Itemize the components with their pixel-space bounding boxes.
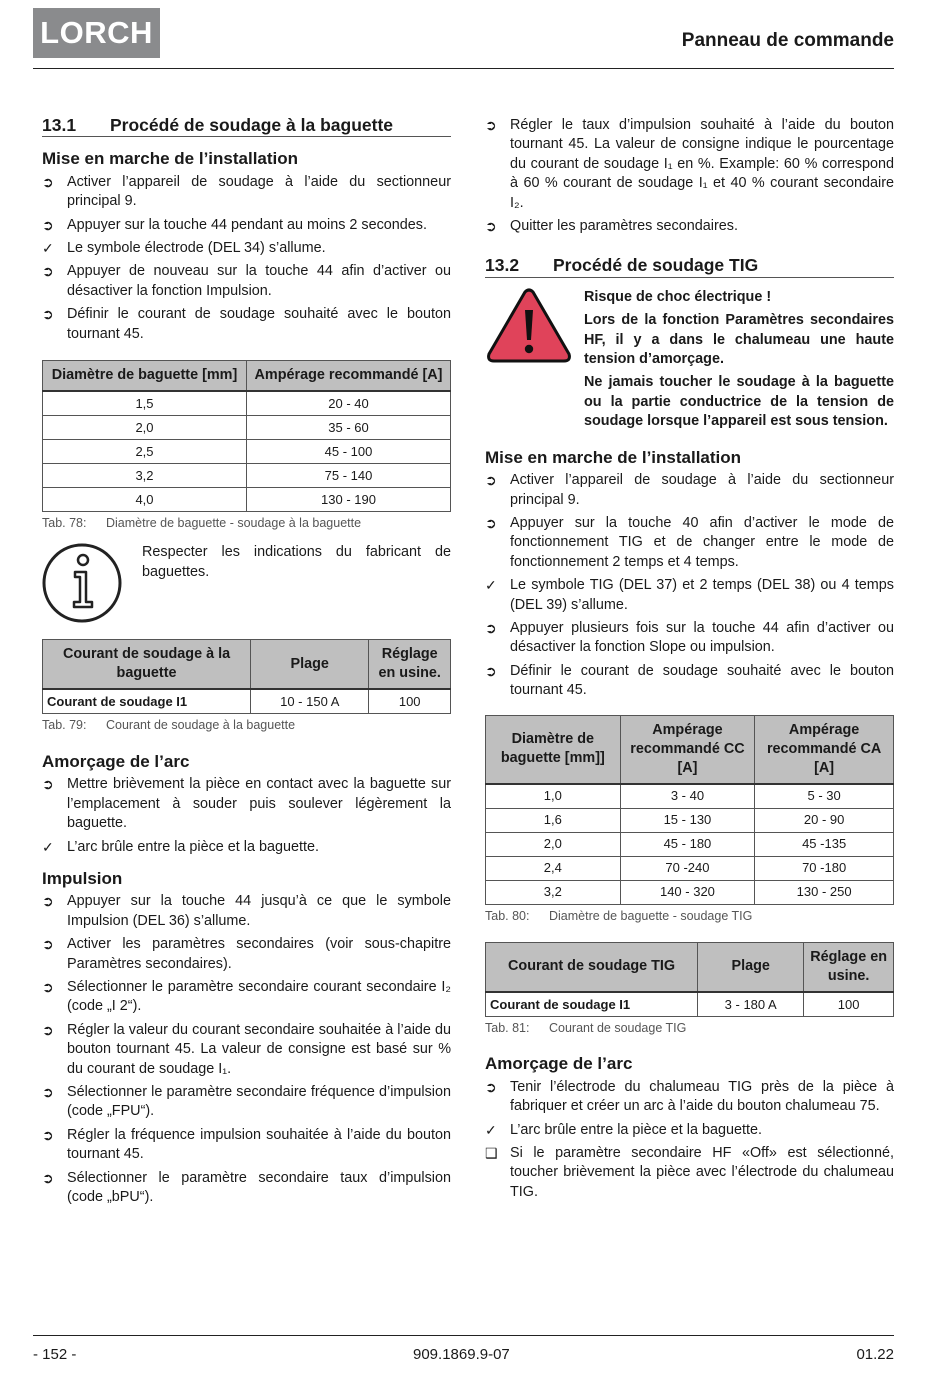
- table-78: [42, 360, 451, 512]
- arrow-icon: ➲: [485, 619, 497, 636]
- info-text: Respecter les indications du fabricant de baguettes.: [142, 544, 451, 580]
- list-item-text: Activer l’appareil de soudage à l’aide du sectionneur principal 9.: [510, 472, 894, 508]
- list-item-text: L’arc brûle entre la pièce et la baguette.: [510, 1121, 763, 1138]
- table-cell: 4,0: [43, 488, 247, 512]
- table-cell: 70 -240: [620, 856, 755, 880]
- left-column: [42, 116, 451, 1211]
- table-cell: 130 - 190: [247, 488, 451, 512]
- table-caption: Tab. 81: Courant de soudage TIG: [485, 1020, 687, 1035]
- list-item: [485, 662, 894, 701]
- list-item: [42, 775, 451, 833]
- list-item-text: Appuyer plusieurs fois sur la touche 44 afin d’activer ou désactiver la fonction Slope ou impulsion.: [510, 619, 894, 656]
- list-item: [42, 838, 451, 857]
- step-list: [42, 775, 451, 857]
- table-cell: 3 - 180 A: [698, 992, 804, 1017]
- table-cell: 20 - 40: [247, 391, 451, 416]
- table-cell: 45 -135: [755, 832, 894, 856]
- step-list: [42, 173, 451, 344]
- warning-text: Risque de choc électrique ! Lors de la fonction Paramètres secondaires HF, il y a dans le chalumeau une haute tension d’amorçage. Ne jamais toucher le soudage à la baguette ou la partie conductrice de la tension de soudage lorsque l’appareil est sous tension.: [584, 288, 894, 430]
- list-item-text: Sélectionner le paramètre secondaire courant secondaire I₂ (code „I 2“).: [67, 978, 451, 1015]
- table-header-cell: Ampérage recommandé [A]: [247, 361, 451, 392]
- page-title: Panneau de commande: [681, 30, 894, 51]
- page-number: - 152 -: [33, 1346, 77, 1363]
- table-cell: Courant de soudage I1: [43, 689, 251, 714]
- table-caption: Tab. 80: Diamètre de baguette - soudage TIG: [485, 908, 753, 923]
- table-cell: 1,5: [43, 391, 247, 416]
- arrow-icon: ➲: [42, 776, 54, 793]
- list-item-text: Régler la valeur du courant secondaire souhaitée à l’aide du bouton tournant 45. La valeur de consigne est basé sur % du courant de soudage I₁.: [67, 1021, 451, 1077]
- table-cell: 75 - 140: [247, 464, 451, 488]
- list-item: [42, 1169, 451, 1208]
- list-item: [42, 216, 451, 235]
- section-heading-13-2: 13.2 Procédé de soudage TIG: [485, 256, 894, 277]
- list-item: [42, 1126, 451, 1165]
- table-cell: 3,2: [43, 464, 247, 488]
- list-item-text: Sélectionner le paramètre secondaire fréquence d’impulsion (code „FPU“).: [67, 1083, 451, 1120]
- list-item-text: Quitter les paramètres secondaires.: [510, 218, 738, 235]
- table-row: [486, 992, 894, 1017]
- list-item: [42, 262, 451, 301]
- table-cell: 45 - 180: [620, 832, 755, 856]
- subheading-mise-en-marche: Mise en marche de l’installation: [42, 149, 299, 169]
- list-item: [485, 576, 894, 615]
- page-footer: [33, 1335, 894, 1363]
- arrow-icon: ➲: [42, 936, 54, 953]
- list-item: [485, 514, 894, 572]
- table-cell: 10 - 150 A: [251, 689, 369, 714]
- table-row: [486, 856, 894, 880]
- arrow-icon: ➲: [42, 1169, 54, 1186]
- table-header-cell: Réglage en usine.: [804, 942, 894, 992]
- arrow-icon: ➲: [42, 216, 54, 233]
- list-item: [485, 471, 894, 510]
- table-header-cell: Ampérage recommandé CA [A]: [755, 715, 894, 784]
- checkbox-icon: ❑: [485, 1145, 498, 1161]
- table-header-cell: Ampérage recommandé CC [A]: [620, 715, 755, 784]
- table-cell: Courant de soudage I1: [486, 992, 698, 1017]
- table-row: [43, 391, 451, 416]
- arrow-icon: ➲: [42, 1021, 54, 1038]
- document-date: 01.22: [856, 1346, 894, 1363]
- list-item-text: Activer l’appareil de soudage à l’aide du sectionneur principal 9.: [67, 173, 451, 210]
- list-item-text: Régler le taux d’impulsion souhaité à l’aide du bouton tournant 45. La valeur de consigne indique le pourcentage du courant de soudage I₁ en %. Example: 60 % correspond à 60 % courant de soudage I₁ et 40 % courant secondaire I₂.: [510, 117, 894, 211]
- list-item: [42, 892, 451, 931]
- step-list: [42, 892, 451, 1207]
- list-item: [42, 978, 451, 1017]
- subheading-mise-en-marche: Mise en marche de l’installation: [485, 447, 742, 467]
- table-cell: 1,6: [486, 808, 621, 832]
- list-item-text: Sélectionner le paramètre secondaire taux d’impulsion (code „bPU“).: [67, 1169, 451, 1205]
- arrow-icon: ➲: [42, 893, 54, 910]
- list-item-text: Mettre brièvement la pièce en contact avec la baguette sur l’emplacement à souder puis soulever légèrement la baguette.: [67, 776, 451, 832]
- checkmark-icon: ✓: [42, 838, 54, 855]
- brand-logo: LORCH: [33, 8, 160, 58]
- arrow-icon: ➲: [42, 978, 54, 995]
- arrow-icon: ➲: [42, 1126, 54, 1143]
- step-list: [485, 1078, 894, 1202]
- list-item-text: Définir le courant de soudage souhaité avec le bouton tournant 45.: [510, 662, 894, 699]
- list-item-text: Appuyer de nouveau sur la touche 44 afin d’activer ou désactiver la fonction Impulsion.: [67, 263, 451, 299]
- table-header-cell: Courant de soudage TIG: [486, 942, 698, 992]
- table-80: [485, 715, 894, 905]
- table-row: [486, 832, 894, 856]
- arrow-icon: ➲: [485, 472, 497, 489]
- list-item-text: Régler la fréquence impulsion souhaitée à l’aide du bouton tournant 45.: [67, 1126, 451, 1163]
- table-cell: 70 -180: [755, 856, 894, 880]
- table-cell: 3 - 40: [620, 784, 755, 809]
- list-item-text: Définir le courant de soudage souhaité avec le bouton tournant 45.: [67, 306, 451, 342]
- subheading-impulsion: Impulsion: [42, 868, 123, 888]
- warning-block: [485, 288, 894, 436]
- table-caption: Tab. 79: Courant de soudage à la baguette: [42, 718, 296, 733]
- list-item: [485, 1144, 894, 1202]
- arrow-icon: ➲: [485, 218, 497, 235]
- list-item: [42, 173, 451, 212]
- list-item: [42, 1083, 451, 1122]
- table-81: [485, 942, 894, 1017]
- list-item: [42, 935, 451, 974]
- table-cell: 2,5: [43, 440, 247, 464]
- table-cell: 2,0: [43, 416, 247, 440]
- list-item: [42, 305, 451, 344]
- document-number: 909.1869.9-07: [413, 1346, 510, 1363]
- table-cell: 3,2: [486, 880, 621, 904]
- table-row: [43, 488, 451, 512]
- step-list: [485, 471, 894, 700]
- table-header-cell: Plage: [698, 942, 804, 992]
- list-item-text: Tenir l’électrode du chalumeau TIG près de la pièce à fabriquer et créer un arc à l’aide du bouton chalumeau 75.: [510, 1078, 894, 1115]
- table-row: [486, 880, 894, 904]
- arrow-icon: ➲: [485, 514, 497, 531]
- warning-triangle-icon: [485, 288, 584, 366]
- list-item-text: Activer les paramètres secondaires (voir sous-chapitre Paramètres secondaires).: [67, 936, 451, 972]
- table-cell: 2,0: [486, 832, 621, 856]
- table-header-cell: Courant de soudage à la baguette: [43, 640, 251, 690]
- info-note: [42, 543, 451, 623]
- list-item-text: Si le paramètre secondaire HF «Off» est sélectionné, toucher brièvement la pièce avec l’électrode du chalumeau TIG.: [510, 1145, 894, 1200]
- table-row: [43, 416, 451, 440]
- list-item: [485, 1121, 894, 1140]
- page-header: [33, 8, 894, 69]
- table-header-cell: Réglage en usine.: [369, 640, 451, 690]
- list-item-text: Le symbole TIG (DEL 37) et 2 temps (DEL 38) ou 4 temps (DEL 39) s’allume.: [510, 577, 894, 613]
- table-row: [43, 440, 451, 464]
- checkmark-icon: ✓: [485, 577, 497, 594]
- table-79: [42, 639, 451, 714]
- list-item-text: Appuyer sur la touche 40 afin d’activer le mode de fonctionnement TIG et de changer entre le mode de fonctionnement 2 temps et 4 temps.: [510, 514, 894, 570]
- table-caption: Tab. 78: Diamètre de baguette - soudage à la baguette: [42, 516, 362, 531]
- list-item: [485, 116, 894, 213]
- table-header-cell: Plage: [251, 640, 369, 690]
- table-header-cell: Diamètre de baguette [mm]]: [486, 715, 621, 784]
- table-cell: 2,4: [486, 856, 621, 880]
- section-heading-13-1: 13.1 Procédé de soudage à la baguette: [42, 116, 451, 137]
- table-cell: 35 - 60: [247, 416, 451, 440]
- arrow-icon: ➲: [42, 306, 54, 323]
- table-header-cell: Diamètre de baguette [mm]: [43, 361, 247, 392]
- list-item-text: Appuyer sur la touche 44 pendant au moins 2 secondes.: [67, 216, 428, 233]
- arrow-icon: ➲: [485, 662, 497, 679]
- subheading-amorcage: Amorçage de l’arc: [485, 1054, 633, 1074]
- checkmark-icon: ✓: [42, 240, 54, 257]
- table-row: [43, 689, 451, 714]
- table-cell: 20 - 90: [755, 808, 894, 832]
- table-row: [486, 784, 894, 809]
- checkmark-icon: ✓: [485, 1121, 497, 1138]
- arrow-icon: ➲: [485, 1078, 497, 1095]
- list-item: [485, 1078, 894, 1117]
- table-cell: 100: [369, 689, 451, 714]
- table-cell: 45 - 100: [247, 440, 451, 464]
- list-item-text: Le symbole électrode (DEL 34) s’allume.: [67, 240, 326, 257]
- arrow-icon: ➲: [42, 263, 54, 280]
- table-cell: 140 - 320: [620, 880, 755, 904]
- subheading-amorcage: Amorçage de l’arc: [42, 751, 190, 771]
- table-row: [43, 464, 451, 488]
- step-list: [485, 116, 894, 236]
- table-cell: 5 - 30: [755, 784, 894, 809]
- arrow-icon: ➲: [42, 1083, 54, 1100]
- table-cell: 130 - 250: [755, 880, 894, 904]
- right-column: [485, 116, 894, 1206]
- list-item-text: L’arc brûle entre la pièce et la baguette.: [67, 838, 320, 855]
- arrow-icon: ➲: [485, 117, 497, 133]
- list-item: [485, 619, 894, 658]
- list-item: [42, 1021, 451, 1079]
- arrow-icon: ➲: [42, 173, 54, 190]
- table-cell: 15 - 130: [620, 808, 755, 832]
- table-cell: 100: [804, 992, 894, 1017]
- list-item-text: Appuyer sur la touche 44 jusqu’à ce que le symbole Impulsion (DEL 36) s’allume.: [67, 893, 451, 929]
- list-item: [42, 239, 451, 258]
- table-row: [486, 808, 894, 832]
- info-icon: [42, 543, 138, 623]
- table-cell: 1,0: [486, 784, 621, 809]
- list-item: [485, 217, 894, 236]
